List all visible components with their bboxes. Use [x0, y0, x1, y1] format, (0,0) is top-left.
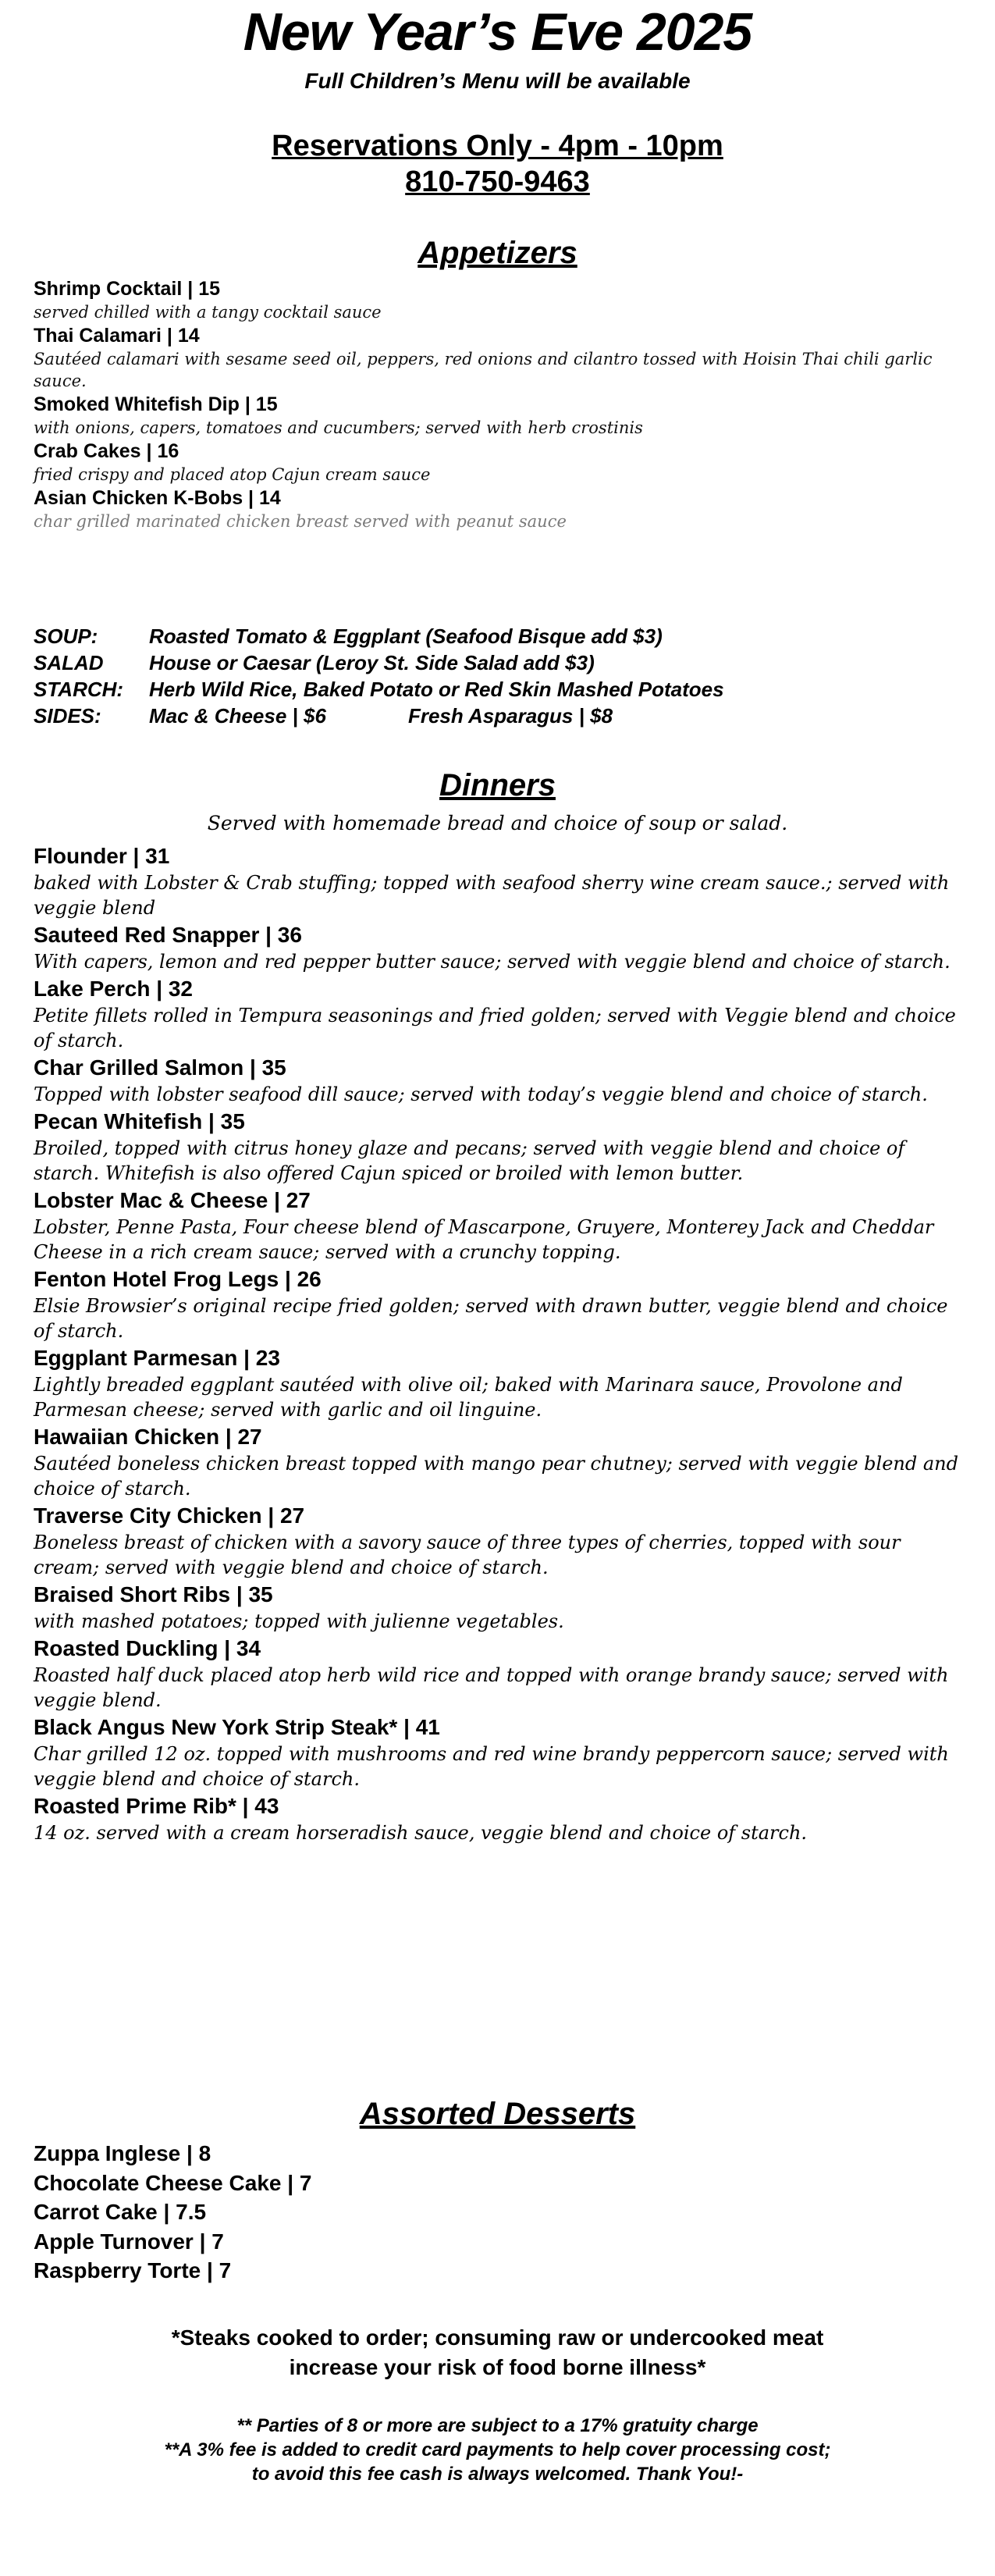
appetizer-item	[34, 439, 970, 486]
appetizer-item	[34, 392, 970, 439]
payment-notes	[0, 2414, 995, 2486]
dinners-subtitle: Served with homemade bread and choice of soup or salad.	[207, 812, 788, 834]
dinner-name: Roasted Duckling | 34	[34, 1636, 261, 1660]
page-title: New Year’s Eve 2025	[243, 2, 752, 62]
extra-option: Roasted Tomato & Eggplant (Seafood Bisque add $3)	[149, 624, 663, 648]
appetizer-name: Crab Cakes | 16	[34, 440, 179, 462]
dinner-description: Broiled, topped with citrus honey glaze and pecans; served with veggie blend and choice of starch. Whitefish is also offered Cajun spiced or broiled with lemon butter.	[34, 1137, 905, 1184]
appetizers-heading: Appetizers	[418, 236, 577, 270]
sides-block	[34, 623, 970, 729]
dinner-name: Sauteed Red Snapper | 36	[34, 923, 302, 947]
card-fee-note: **A 3% fee is added to credit card payments to help cover processing cost;	[164, 2439, 831, 2460]
dinner-name: Pecan Whitefish | 35	[34, 1109, 245, 1133]
dinner-item	[34, 1713, 970, 1791]
dinner-description: Topped with lobster seafood dill sauce; served with today’s veggie blend and choice of starch.	[34, 1083, 928, 1105]
extra-option: House or Caesar (Leroy St. Side Salad add $3)	[149, 651, 595, 674]
dinner-item	[34, 1422, 970, 1501]
dinner-item	[34, 920, 970, 974]
raw-meat-warning-line: *Steaks cooked to order; consuming raw or undercooked meat	[171, 2325, 824, 2350]
dinner-item	[34, 1580, 970, 1634]
appetizer-name: Smoked Whitefish Dip | 15	[34, 393, 278, 415]
appetizer-description: char grilled marinated chicken breast served with peanut sauce	[34, 512, 567, 531]
dinner-name: Roasted Prime Rib* | 43	[34, 1794, 279, 1818]
dinner-item	[34, 1501, 970, 1580]
extra-option: Fresh Asparagus | $8	[407, 704, 613, 728]
dinner-item	[34, 1186, 970, 1265]
dessert-item: Chocolate Cheese Cake | 7	[34, 2170, 312, 2195]
reservations-hours: Reservations Only - 4pm - 10pm	[272, 130, 723, 162]
dinner-item	[34, 1791, 970, 1845]
raw-meat-warning-line: increase your risk of food borne illness*	[289, 2355, 706, 2379]
appetizer-description: Sautéed calamari with sesame seed oil, peppers, red onions and cilantro tossed with Hoisin Thai chili garlic sauce.	[34, 350, 933, 390]
dinner-description: Boneless breast of chicken with a savory sauce of three types of cherries, topped with sour cream; served with veggie blend and choice of starch.	[34, 1532, 901, 1578]
dinner-name: Hawaiian Chicken | 27	[34, 1425, 262, 1449]
appetizer-name: Shrimp Cocktail | 15	[34, 278, 221, 300]
card-fee-note: to avoid this fee cash is always welcomed. Thank You!-	[251, 2464, 744, 2485]
appetizer-description: with onions, capers, tomatoes and cucumbers; served with herb crostinis	[34, 418, 643, 437]
dessert-item: Carrot Cake | 7.5	[34, 2200, 207, 2224]
dinner-description: Roasted half duck placed atop herb wild rice and topped with orange brandy sauce; served with veggie blend.	[34, 1664, 949, 1711]
dinner-description: baked with Lobster & Crab stuffing; topped with seafood sherry wine cream sauce.; served with veggie blend	[34, 872, 950, 919]
phone-number: 810-750-9463	[405, 165, 590, 198]
appetizers-list	[34, 276, 970, 532]
dinner-name: Black Angus New York Strip Steak* | 41	[34, 1715, 440, 1739]
dessert-item: Raspberry Torte | 7	[34, 2258, 232, 2282]
appetizer-item	[34, 276, 970, 323]
extra-label: STARCH:	[34, 678, 124, 701]
extra-row-starch	[34, 676, 970, 703]
dinner-item	[34, 1634, 970, 1713]
dinner-description: Char grilled 12 oz. topped with mushrooms and red wine brandy peppercorn sauce; served with veggie blend and choice of starch.	[34, 1743, 949, 1790]
appetizer-name: Asian Chicken K-Bobs | 14	[34, 487, 281, 509]
dinner-name: Lake Perch | 32	[34, 977, 193, 1001]
extra-option: Herb Wild Rice, Baked Potato or Red Skin Mashed Potatoes	[149, 678, 724, 701]
dinner-name: Fenton Hotel Frog Legs | 26	[34, 1267, 322, 1291]
appetizer-item	[34, 486, 970, 532]
dinner-item	[34, 841, 970, 920]
dinner-description: Elsie Browsier’s original recipe fried golden; served with drawn butter, veggie blend and choice of starch.	[34, 1295, 948, 1342]
dinner-name: Lobster Mac & Cheese | 27	[34, 1188, 311, 1212]
dinners-heading: Dinners	[439, 768, 556, 802]
dinner-item	[34, 1053, 970, 1107]
dinner-description: Lobster, Penne Pasta, Four cheese blend of Mascarpone, Gruyere, Monterey Jack and Cheddar Cheese in a rich cream sauce; served with a crunchy topping.	[34, 1216, 934, 1263]
dessert-item: Zuppa Inglese | 8	[34, 2141, 211, 2165]
dinner-item	[34, 974, 970, 1053]
dinner-name: Char Grilled Salmon | 35	[34, 1055, 286, 1080]
extra-row-soup	[34, 623, 970, 649]
dinner-description: with mashed potatoes; topped with julienne vegetables.	[34, 1610, 564, 1632]
dinner-description: Petite fillets rolled in Tempura seasonings and fried golden; served with Veggie blend and choice of starch.	[34, 1005, 956, 1051]
appetizer-description: served chilled with a tangy cocktail sauce	[34, 303, 382, 322]
extra-row-salad	[34, 649, 970, 676]
dinner-item	[34, 1265, 970, 1343]
dinner-name: Traverse City Chicken | 27	[34, 1503, 305, 1528]
extra-row-sides	[34, 703, 970, 729]
desserts-list	[34, 2139, 970, 2286]
extra-label: SOUP:	[34, 624, 98, 648]
dinner-item	[34, 1343, 970, 1422]
dinner-name: Eggplant Parmesan | 23	[34, 1346, 280, 1370]
childrens-menu-note: Full Children’s Menu will be available	[304, 69, 691, 93]
dinner-description: With capers, lemon and red pepper butter sauce; served with veggie blend and choice of starch.	[34, 951, 951, 973]
dinner-description: Lightly breaded eggplant sautéed with olive oil; baked with Marinara sauce, Provolone and Parmesan cheese; served with garlic and oil linguine.	[34, 1374, 903, 1421]
extra-label: SIDES:	[34, 704, 101, 728]
appetizer-item	[34, 323, 970, 392]
raw-meat-warning	[0, 2323, 995, 2382]
extra-option: Mac & Cheese | $6	[149, 704, 326, 728]
appetizer-name: Thai Calamari | 14	[34, 325, 200, 347]
dinner-description: Sautéed boneless chicken breast topped with mango pear chutney; served with veggie blend and choice of starch.	[34, 1453, 958, 1500]
dinner-description: 14 oz. served with a cream horseradish sauce, veggie blend and choice of starch.	[34, 1822, 808, 1844]
gratuity-note: ** Parties of 8 or more are subject to a 17% gratuity charge	[236, 2415, 759, 2436]
dinner-name: Flounder | 31	[34, 844, 170, 868]
desserts-heading: Assorted Desserts	[359, 2097, 636, 2131]
appetizer-description: fried crispy and placed atop Cajun cream sauce	[34, 465, 431, 484]
dinner-name: Braised Short Ribs | 35	[34, 1582, 273, 1606]
dinner-item	[34, 1107, 970, 1186]
dinners-list	[34, 841, 970, 1845]
dessert-item: Apple Turnover | 7	[34, 2229, 224, 2254]
extra-label: SALAD	[34, 651, 104, 674]
